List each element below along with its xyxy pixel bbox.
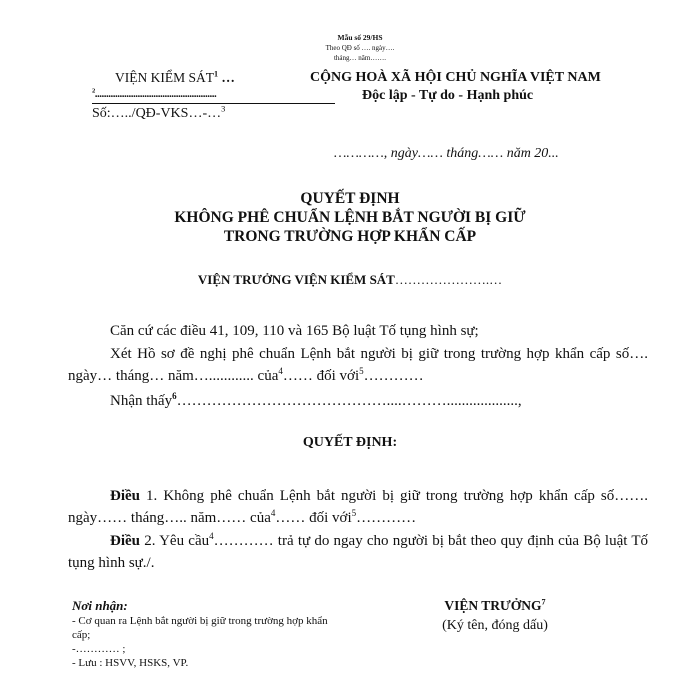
issuing-authority: VIỆN TRƯỞNG VIỆN KIỂM SÁT………………….…	[197, 272, 503, 287]
agency-subunit: $^2$......................................................	[92, 87, 217, 100]
signer-role: VIỆN TRƯỞNG$^7$	[444, 597, 546, 613]
header-divider	[92, 103, 335, 104]
document-title	[100, 189, 600, 246]
recipients-heading: Nơi nhận:	[72, 598, 128, 613]
title-line-3: TRONG TRƯỜNG HỢP KHẨN CẤP	[223, 228, 477, 245]
signature-block	[400, 596, 590, 636]
recipient-item: - Cơ quan ra Lệnh bắt người bị giữ trong trường hợp khẩn cấp;	[72, 615, 328, 641]
review-paragraph: Xét Hồ sơ đề nghị phê chuẩn Lệnh bắt người bị giữ trong trường hợp khẩn cấp số…. ngày… tháng… năm…............ của$^4$…… đối với$^5$…………	[68, 346, 648, 384]
place-date: …………, ngày…… tháng…… năm 20...	[334, 146, 559, 161]
recipient-item: - Lưu : HSVV, HSKS, VP.	[72, 657, 189, 669]
recipient-item: -………… ;	[72, 643, 126, 655]
article-2: Điều 2. Yêu cầu$^4$………… trả tự do ngay cho người bị bắt theo quy định của Bộ luật Tố tụng hình sự./.	[68, 531, 648, 571]
signature-note: (Ký tên, đóng dấu)	[442, 618, 548, 633]
form-code-reference: Theo QĐ số …. ngày….	[325, 44, 395, 52]
national-motto: Độc lập - Tự do - Hạnh phúc	[362, 88, 534, 103]
title-line-2: KHÔNG PHÊ CHUẨN LỆNH BẮT NGƯỜI BỊ GIỮ	[174, 209, 526, 226]
recipients-block	[72, 598, 342, 670]
decision-heading: QUYẾT ĐỊNH:	[302, 435, 398, 450]
form-code-number: Mẫu số 29/HS	[337, 33, 383, 42]
article-1: Điều 1. Không phê chuẩn Lệnh bắt người bị giữ trong trường hợp khẩn cấp số……. ngày…… tháng….. năm…… của$^4$…… đối với$^5$…………	[68, 488, 648, 526]
finding-paragraph: Nhận thấy$^6$……………………………………....………...................,	[110, 391, 522, 409]
legal-basis: Căn cứ các điều 41, 109, 110 và 165 Bộ luật Tố tụng hình sự;	[110, 323, 479, 339]
title-line-1: QUYẾT ĐỊNH	[300, 190, 400, 207]
agency-name: VIỆN KIỂM SÁT$^1$ …	[115, 69, 235, 85]
document-number: Số:…../QĐ-VKS…-…$^3$	[92, 104, 226, 121]
national-title: CỘNG HOÀ XÃ HỘI CHỦ NGHĨA VIỆT NAM	[310, 70, 601, 85]
form-code-date: tháng… năm…….	[333, 54, 387, 62]
form-code	[300, 33, 420, 63]
